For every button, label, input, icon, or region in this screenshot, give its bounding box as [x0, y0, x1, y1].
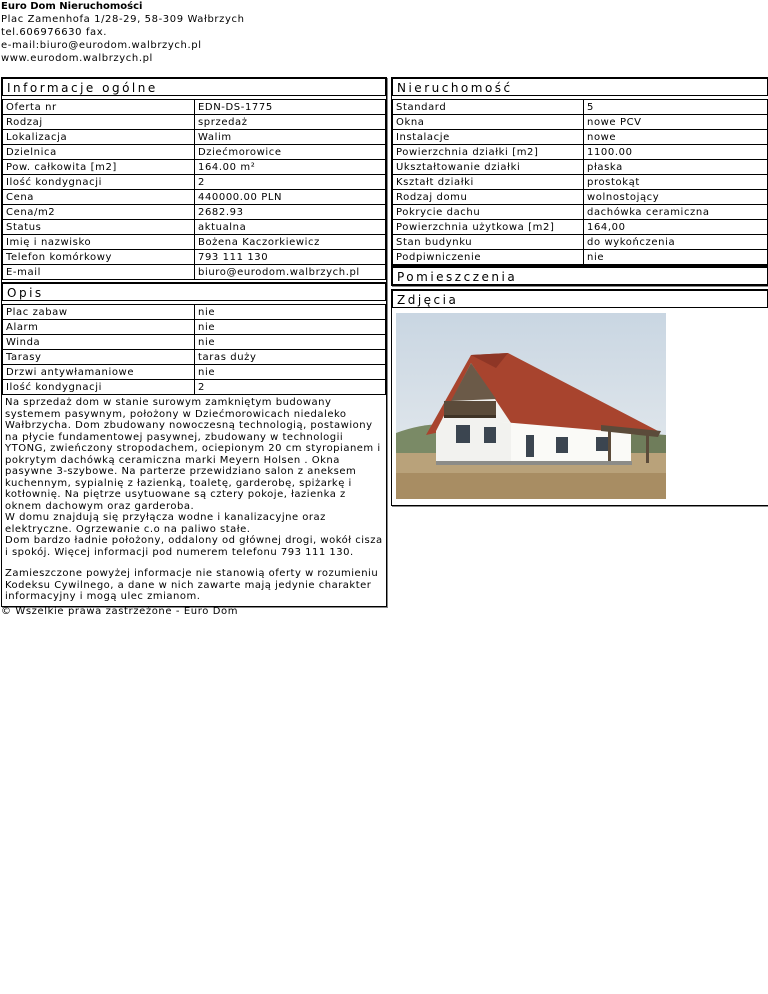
- row-value: aktualna: [195, 220, 386, 235]
- house-photo[interactable]: [396, 313, 666, 499]
- general-info-title: Informacje ogólne: [2, 78, 386, 96]
- company-name: Euro Dom Nieruchomości: [1, 1, 143, 12]
- description-text-block: [2, 395, 386, 603]
- row-label: Telefon komórkowy: [3, 250, 195, 265]
- disclaimer-text: Zamieszczone powyżej informacje nie stanowią oferty w rozumieniu Kodeksu Cywilnego, a dane w nich zawarte mają jedynie charakter informacyjny i mogą ulec zmianom.: [5, 568, 379, 602]
- row-label: Okna: [393, 115, 584, 130]
- table-row: [3, 160, 386, 175]
- row-label: Powierzchnia działki [m2]: [393, 145, 584, 160]
- row-label: Stan budynku: [393, 235, 584, 250]
- description-title: Opis: [2, 283, 386, 301]
- row-label: Winda: [3, 335, 195, 350]
- table-row: [3, 335, 386, 350]
- table-row: [3, 235, 386, 250]
- table-row: [3, 205, 386, 220]
- row-label: Ilość kondygnacji: [3, 380, 195, 395]
- table-row: [393, 175, 768, 190]
- table-row: [393, 115, 768, 130]
- company-website: www.eurodom.walbrzych.pl: [1, 53, 153, 64]
- row-value: Dziećmorowice: [195, 145, 386, 160]
- row-value: Walim: [195, 130, 386, 145]
- house-photo-image: [396, 313, 666, 499]
- table-row: [3, 100, 386, 115]
- row-value: taras duży: [195, 350, 386, 365]
- row-value: prostokąt: [584, 175, 768, 190]
- row-label: Cena: [3, 190, 195, 205]
- row-label: Cena/m2: [3, 205, 195, 220]
- table-row: [3, 380, 386, 395]
- table-row: [3, 175, 386, 190]
- row-label: Ukształtowanie działki: [393, 160, 584, 175]
- table-row: [393, 250, 768, 265]
- table-row: [393, 235, 768, 250]
- row-value: nie: [195, 335, 386, 350]
- table-row: [393, 160, 768, 175]
- row-value: dachówka ceramiczna: [584, 205, 768, 220]
- row-label: Oferta nr: [3, 100, 195, 115]
- row-label: Pow. całkowita [m2]: [3, 160, 195, 175]
- table-row: [3, 365, 386, 380]
- row-value: biuro@eurodom.walbrzych.pl: [195, 265, 386, 280]
- row-value: sprzedaż: [195, 115, 386, 130]
- row-value: 2682.93: [195, 205, 386, 220]
- table-row: [3, 220, 386, 235]
- row-label: Rodzaj domu: [393, 190, 584, 205]
- row-label: E-mail: [3, 265, 195, 280]
- table-row: [393, 100, 768, 115]
- row-label: Alarm: [3, 320, 195, 335]
- row-label: Tarasy: [3, 350, 195, 365]
- row-label: Plac zabaw: [3, 305, 195, 320]
- table-row: [3, 320, 386, 335]
- property-title: Nieruchomość: [392, 78, 768, 96]
- row-value: do wykończenia: [584, 235, 768, 250]
- table-row: [3, 350, 386, 365]
- rooms-panel: [391, 266, 768, 286]
- general-info-panel: [1, 77, 387, 283]
- table-row: [3, 115, 386, 130]
- row-value: 1100.00: [584, 145, 768, 160]
- company-email: e-mail:biuro@eurodom.walbrzych.pl: [1, 40, 202, 51]
- row-value: 440000.00 PLN: [195, 190, 386, 205]
- row-value: nie: [584, 250, 768, 265]
- property-table: [392, 99, 768, 265]
- row-value: Bożena Kaczorkiewicz: [195, 235, 386, 250]
- row-label: Lokalizacja: [3, 130, 195, 145]
- row-label: Pokrycie dachu: [393, 205, 584, 220]
- row-value: 2: [195, 175, 386, 190]
- rooms-title: Pomieszczenia: [392, 267, 768, 285]
- row-value: 793 111 130: [195, 250, 386, 265]
- row-value: EDN-DS-1775: [195, 100, 386, 115]
- table-row: [3, 305, 386, 320]
- row-label: Drzwi antywłamaniowe: [3, 365, 195, 380]
- row-value: płaska: [584, 160, 768, 175]
- row-value: nowe PCV: [584, 115, 768, 130]
- row-value: 164.00 m²: [195, 160, 386, 175]
- row-value: nie: [195, 320, 386, 335]
- row-label: Imię i nazwisko: [3, 235, 195, 250]
- row-value: 164,00: [584, 220, 768, 235]
- company-address: Plac Zamenhofa 1/28-29, 58-309 Wałbrzych: [1, 14, 245, 25]
- table-row: [393, 145, 768, 160]
- row-label: Kształt działki: [393, 175, 584, 190]
- footer-copyright: © Wszelkie prawa zastrzeżone - Euro Dom: [1, 606, 239, 617]
- table-row: [3, 145, 386, 160]
- company-phone: tel.606976630 fax.: [1, 27, 108, 38]
- row-value: wolnostojący: [584, 190, 768, 205]
- row-label: Instalacje: [393, 130, 584, 145]
- row-label: Ilość kondygnacji: [3, 175, 195, 190]
- table-row: [393, 130, 768, 145]
- table-row: [3, 190, 386, 205]
- row-label: Powierzchnia użytkowa [m2]: [393, 220, 584, 235]
- table-row: [393, 220, 768, 235]
- row-value: 2: [195, 380, 386, 395]
- table-row: [3, 130, 386, 145]
- description-panel: [1, 282, 387, 607]
- row-value: nie: [195, 365, 386, 380]
- table-row: [393, 190, 768, 205]
- table-row: [3, 250, 386, 265]
- table-row: [393, 205, 768, 220]
- table-row: [3, 265, 386, 280]
- row-label: Standard: [393, 100, 584, 115]
- description-text: Na sprzedaż dom w stanie surowym zamkniętym budowany systemem pasywnym, położony w Dziećmorowicach niedaleko Wałbrzycha. Dom zbudowany nowoczesną technologią, postawiony na płycie fundamentowej pasywnej, zbudowany w technologii YTONG, zwieńczony stropodachem, ociepionym 20 cm styropianem i pokrytym dachówką ceramiczna marki Meyern Holsen . Okna pasywne 3-szybowe. Na parterze przewidziano salon z aneksem kuchennym, sypialnię z łazienką, toaletę, garderobę, spiżarkę i kotłownię. Na piętrze usytuowane są cztery pokoje, łazienka z oknem dachowym oraz garderoba. W domu znajdują się przyłącza wodne i kanalizacyjne oraz elektryczne. Ogrzewanie c.o na paliwo stałe. Dom bardzo ładnie położony, oddalony od głównej drogi, wokół cisza i spokój. Więcej informacji pod numerem telefonu 793 111 130.: [5, 397, 383, 558]
- row-value: nowe: [584, 130, 768, 145]
- photos-title: Zdjęcia: [392, 290, 768, 308]
- row-value: nie: [195, 305, 386, 320]
- general-info-table: [2, 99, 386, 280]
- row-label: Rodzaj: [3, 115, 195, 130]
- row-value: 5: [584, 100, 768, 115]
- row-label: Podpiwniczenie: [393, 250, 584, 265]
- property-panel: [391, 77, 768, 266]
- company-header: [1, 0, 245, 65]
- description-table: [2, 304, 386, 395]
- row-label: Dzielnica: [3, 145, 195, 160]
- row-label: Status: [3, 220, 195, 235]
